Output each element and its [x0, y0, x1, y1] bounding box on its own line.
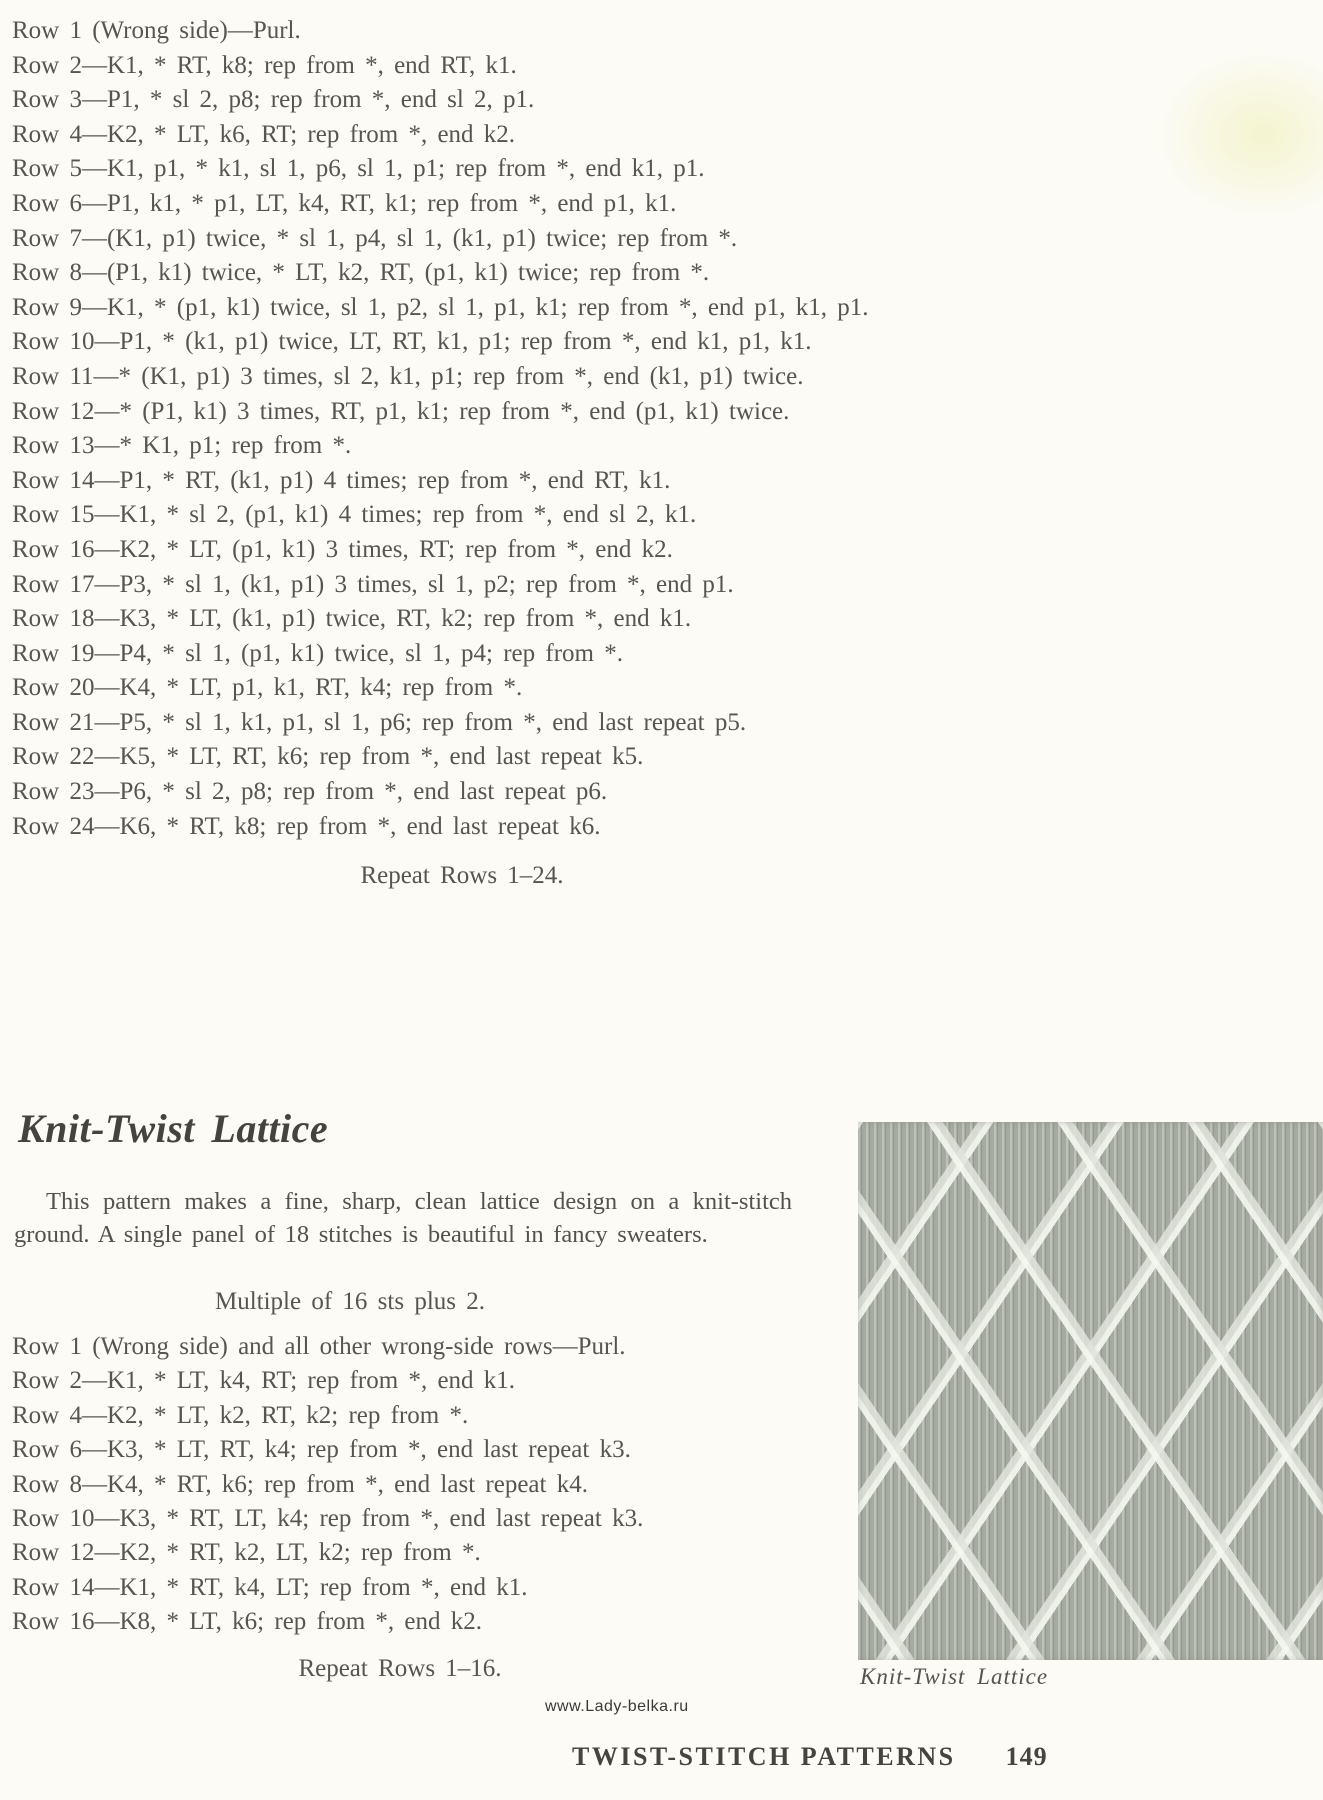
- pattern-row-line: Row 11—* (K1, p1) 3 times, sl 2, k1, p1; rep from *, end (k1, p1) twice.: [12, 362, 804, 390]
- pattern-row-line: Row 6—P1, k1, * p1, LT, k4, RT, k1; rep from *, end p1, k1.: [12, 189, 677, 217]
- photo-caption: Knit-Twist Lattice: [860, 1664, 1049, 1689]
- pattern-row-line: Row 13—* K1, p1; rep from *.: [12, 432, 352, 460]
- pattern1-rows-list: [12, 14, 868, 844]
- repeat-rows-note-2: Repeat Rows 1–16.: [298, 1655, 502, 1682]
- running-footer: [572, 1742, 1048, 1772]
- footer-page-number: 149: [1005, 1742, 1048, 1771]
- pattern-row-line: Row 14—P1, * RT, (k1, p1) 4 times; rep from *, end RT, k1.: [12, 466, 671, 494]
- pattern-row-line: Row 22—K5, * LT, RT, k6; rep from *, end last repeat k5.: [12, 743, 644, 771]
- pattern-row-line: Row 10—P1, * (k1, p1) twice, LT, RT, k1, p1; rep from *, end k1, p1, k1.: [12, 328, 812, 356]
- pattern-row-line: Row 9—K1, * (p1, k1) twice, sl 1, p2, sl 1, p1, k1; rep from *, end p1, k1, p1.: [12, 293, 869, 321]
- pattern-row-line: Row 4—K2, * LT, k6, RT; rep from *, end k2.: [12, 120, 516, 148]
- pattern-row-line: Row 6—K3, * LT, RT, k4; rep from *, end last repeat k3.: [12, 1436, 631, 1464]
- pattern-row-line: Row 21—P5, * sl 1, k1, p1, sl 1, p6; rep from *, end last repeat p5.: [12, 708, 747, 736]
- pattern-row-line: Row 2—K1, * RT, k8; rep from *, end RT, k1.: [12, 51, 517, 79]
- pattern-row-line: Row 18—K3, * LT, (k1, p1) twice, RT, k2; rep from *, end k1.: [12, 605, 692, 633]
- pattern-row-line: Row 8—(P1, k1) twice, * LT, k2, RT, (p1, k1) twice; rep from *.: [12, 259, 710, 287]
- footer-chapter-title: TWIST-STITCH PATTERNS: [572, 1742, 956, 1771]
- pattern-row-line: Row 8—K4, * RT, k6; rep from *, end last repeat k4.: [12, 1470, 588, 1498]
- page-title: Knit-Twist Lattice: [18, 1105, 329, 1151]
- pattern-row-line: Row 5—K1, p1, * k1, sl 1, p6, sl 1, p1; rep from *, end k1, p1.: [12, 155, 705, 183]
- pattern-row-line: Row 12—K2, * RT, k2, LT, k2; rep from *.: [12, 1539, 481, 1567]
- pattern-row-line: Row 15—K1, * sl 2, (p1, k1) 4 times; rep from *, end sl 2, k1.: [12, 501, 697, 529]
- pattern-row-line: Row 14—K1, * RT, k4, LT; rep from *, end k1.: [12, 1573, 528, 1601]
- pattern-row-line: Row 16—K8, * LT, k6; rep from *, end k2.: [12, 1608, 482, 1636]
- scan-yellow-tint: [1080, 0, 1323, 300]
- pattern2-rows-list: [12, 1330, 643, 1640]
- stitch-multiple-note: Multiple of 16 sts plus 2.: [214, 1288, 485, 1315]
- knit-swatch-photo: [858, 1122, 1323, 1660]
- pattern-row-line: Row 23—P6, * sl 2, p8; rep from *, end last repeat p6.: [12, 778, 608, 806]
- pattern-row-line: Row 1 (Wrong side) and all other wrong-side rows—Purl.: [12, 1333, 626, 1360]
- pattern-row-line: Row 12—* (P1, k1) 3 times, RT, p1, k1; rep from *, end (p1, k1) twice.: [12, 397, 790, 425]
- pattern-row-line: Row 16—K2, * LT, (p1, k1) 3 times, RT; rep from *, end k2.: [12, 535, 673, 563]
- watermark-text: www.Lady-belka.ru: [545, 1698, 689, 1715]
- pattern-intro-paragraph: This pattern makes a fine, sharp, clean lattice design on a knit-stitch ground. A single panel of 18 stitches is beautiful in fancy sweaters.: [14, 1187, 792, 1248]
- pattern-row-line: Row 17—P3, * sl 1, (k1, p1) 3 times, sl 1, p2; rep from *, end p1.: [12, 570, 734, 598]
- pattern-row-line: Row 3—P1, * sl 2, p8; rep from *, end sl 2, p1.: [12, 86, 535, 114]
- repeat-rows-note-1: Repeat Rows 1–24.: [360, 862, 564, 889]
- pattern-row-line: Row 7—(K1, p1) twice, * sl 1, p4, sl 1, (k1, p1) twice; rep from *.: [12, 224, 738, 252]
- pattern-row-line: Row 20—K4, * LT, p1, k1, RT, k4; rep from *.: [12, 674, 523, 702]
- pattern-row-line: Row 2—K1, * LT, k4, RT; rep from *, end k1.: [12, 1367, 516, 1395]
- pattern-row-line: Row 4—K2, * LT, k2, RT, k2; rep from *.: [12, 1401, 469, 1429]
- pattern-row-line: Row 24—K6, * RT, k8; rep from *, end last repeat k6.: [12, 812, 601, 840]
- pattern-row-line: Row 10—K3, * RT, LT, k4; rep from *, end last repeat k3.: [12, 1505, 644, 1533]
- pattern-row-line: Row 1 (Wrong side)—Purl.: [12, 17, 301, 44]
- pattern-row-line: Row 19—P4, * sl 1, (p1, k1) twice, sl 1, p4; rep from *.: [12, 639, 623, 667]
